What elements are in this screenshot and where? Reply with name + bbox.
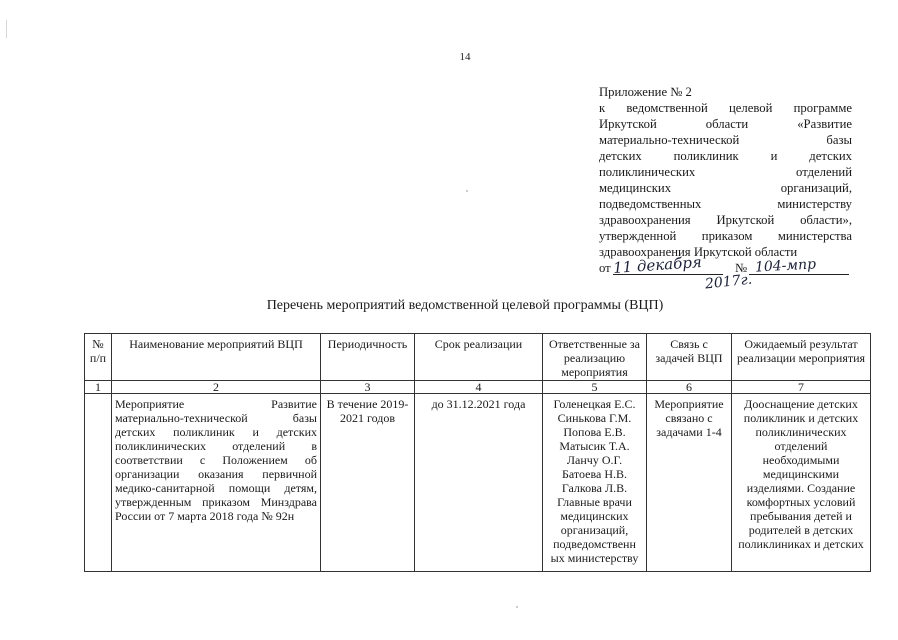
measure-name-line: соответствии с Положением об <box>115 453 317 467</box>
scan-speck <box>466 190 468 192</box>
measure-name-line: организации оказания первичной <box>115 467 317 481</box>
task-link-cell: Мероприятие связано с задачами 1-4 <box>647 394 732 572</box>
appendix-line: к ведомственной целевой программе <box>599 101 852 115</box>
header-cell: № п/п <box>85 334 112 381</box>
measure-name-line: России от 7 марта 2018 года № 92н <box>115 509 295 523</box>
document-title: Перечень мероприятий ведомственной целевой программы (ВЦП) <box>266 298 664 313</box>
appendix-line: поликлинических отделений <box>599 165 852 179</box>
measure-name-line: материально-технической базы <box>115 411 317 425</box>
measure-name-line: утвержденным приказом Минздрава <box>115 495 317 509</box>
expected-result-cell: Дооснащение детских поликлиник и детских поликлинических отделений необходимыми медицинскими изделиями. Создание комфортных условий пребывания детей и родителей в детских поликлиниках и детских <box>732 394 871 572</box>
header-cell: Ожидаемый результат реализации мероприятия <box>732 334 871 381</box>
column-number-cell: 3 <box>321 381 415 394</box>
from-label: от <box>599 261 611 275</box>
column-number-cell: 2 <box>112 381 321 394</box>
header-cell: Ответственные за реализацию мероприятия <box>543 334 647 381</box>
measure-name-cell <box>112 394 321 572</box>
handwritten-number: 104-мпр <box>754 256 817 276</box>
appendix-block <box>599 84 852 293</box>
handwritten-date: 11 декабря <box>612 252 703 278</box>
scan-speck <box>516 606 518 608</box>
appendix-line: утвержденной приказом министерства <box>599 229 852 243</box>
header-cell: Срок реализации <box>415 334 543 381</box>
measure-name-line: поликлинических отделений в <box>115 439 317 453</box>
scan-edge-mark <box>6 20 7 38</box>
number-label: № <box>735 261 748 275</box>
column-number-cell: 4 <box>415 381 543 394</box>
measure-name-line: детских поликлиник и детских <box>115 425 317 439</box>
handwritten-year: 2017г. <box>704 271 753 293</box>
appendix-line: подведомственных министерству <box>599 197 852 211</box>
measure-name-line: медико-санитарной помощи детям, <box>115 481 317 495</box>
appendix-line: материально-технической базы <box>599 133 852 147</box>
header-cell: Периодичность <box>321 334 415 381</box>
responsible-cell: Голенецкая Е.С. Синькова Г.М. Попова Е.В. Матысик Т.А. Ланчу О.Г. Батоева Н.В. Галкова Л.В. Главные врачи медицинских организаций, подведомственн ых министерству <box>543 394 647 572</box>
table-header-row <box>85 334 871 381</box>
table-row <box>85 394 871 572</box>
column-number-row <box>85 381 871 394</box>
column-number-cell: 7 <box>732 381 871 394</box>
appendix-line: Иркутской области «Развитие <box>599 117 852 131</box>
measure-name-line: Мероприятие Развитие <box>115 397 317 411</box>
appendix-title: Приложение № 2 <box>599 85 692 99</box>
header-cell: Связь с задачей ВЦП <box>647 334 732 381</box>
appendix-line: медицинских организаций, <box>599 181 852 195</box>
measures-table <box>84 333 871 572</box>
page-number: 14 <box>459 51 471 63</box>
appendix-line: детских поликлиник и детских <box>599 149 852 163</box>
appendix-line: здравоохранения Иркутской области <box>599 245 798 259</box>
header-cell: Наименование мероприятий ВЦП <box>112 334 321 381</box>
row-number-cell <box>85 394 112 572</box>
deadline-cell: до 31.12.2021 года <box>415 394 543 572</box>
periodicity-cell: В течение 2019-2021 годов <box>321 394 415 572</box>
column-number-cell: 6 <box>647 381 732 394</box>
appendix-line: здравоохранения Иркутской области», <box>599 213 852 227</box>
column-number-cell: 1 <box>85 381 112 394</box>
column-number-cell: 5 <box>543 381 647 394</box>
